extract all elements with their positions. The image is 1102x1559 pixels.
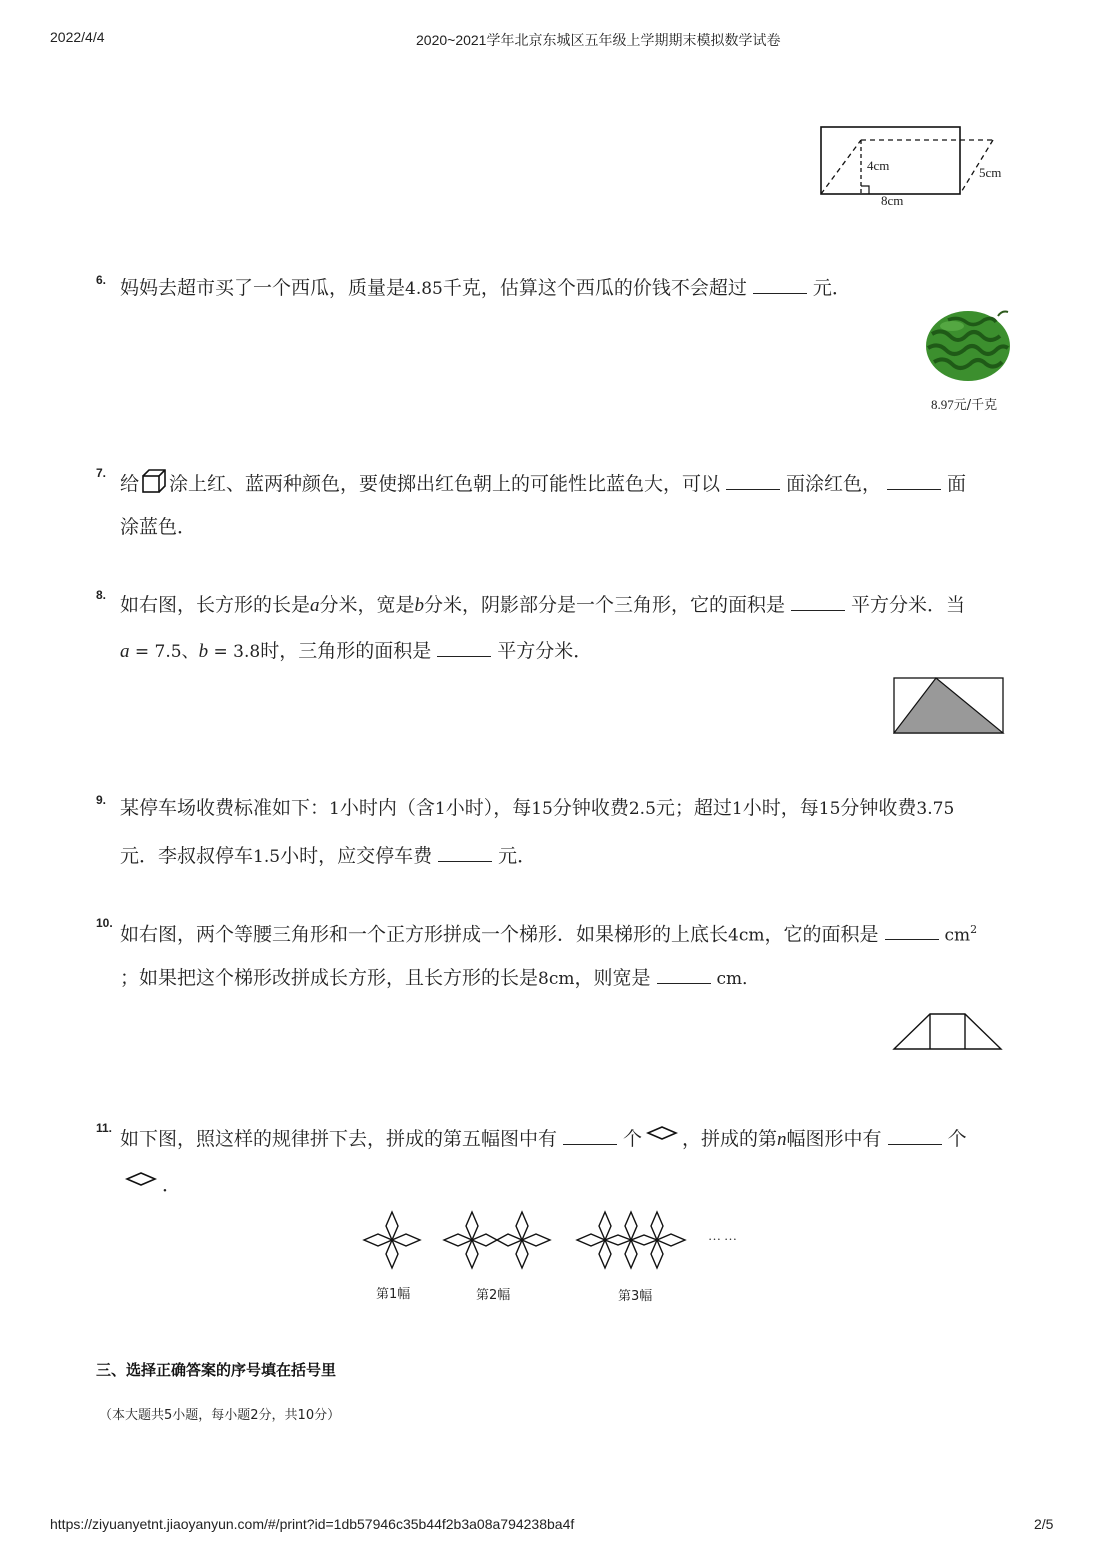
page-number: 2/5 bbox=[1034, 1516, 1054, 1532]
shaded-triangle-figure bbox=[893, 677, 1005, 739]
answer-blank[interactable] bbox=[887, 469, 941, 490]
answer-blank[interactable] bbox=[657, 963, 711, 984]
section-note: （本大题共5小题，每小题2分，共10分） bbox=[99, 1408, 341, 1423]
watermelon-price: 8.97元/千克 bbox=[931, 397, 998, 413]
answer-blank[interactable] bbox=[791, 590, 845, 611]
pattern-ellipsis: …… bbox=[708, 1228, 740, 1243]
rectangle-parallelogram-figure bbox=[815, 120, 1025, 215]
side-label: 5cm bbox=[979, 165, 1002, 180]
trapezoid-figure bbox=[892, 1012, 1004, 1056]
print-date: 2022/4/4 bbox=[50, 29, 105, 45]
question-7-text: 给 涂上红、蓝两种颜色，要使掷出红色朝上的可能性比蓝色大，可以 面涂红色， 面 bbox=[120, 468, 966, 497]
question-6-text: 妈妈去超市买了一个西瓜，质量是4.85千克，估算这个西瓜的价钱不会超过 元． bbox=[120, 273, 851, 302]
question-number: 6. bbox=[96, 273, 107, 287]
answer-blank[interactable] bbox=[888, 1124, 942, 1145]
pattern-caption-2: 第2幅 bbox=[476, 1288, 511, 1303]
question-11-text-cont: ． bbox=[124, 1168, 181, 1198]
answer-blank[interactable] bbox=[563, 1124, 617, 1145]
question-10-text-cont: ；如果把这个梯形改拼成长方形，且长方形的长是8cm，则宽是 cm． bbox=[120, 963, 759, 992]
pattern-figure-2 bbox=[440, 1208, 554, 1276]
question-11-text: 如下图，照这样的规律拼下去，拼成的第五幅图中有 个 ，拼成的第n幅图形中有 个 bbox=[120, 1122, 967, 1153]
question-8-text-cont: a = 7.5、b = 3.8时，三角形的面积是 平方分米． bbox=[120, 636, 592, 665]
document-title: 2020~2021学年北京东城区五年级上学期期末模拟数学试卷 bbox=[416, 32, 781, 48]
question-number: 7. bbox=[96, 466, 107, 480]
section-title: 三、选择正确答案的序号填在括号里 bbox=[96, 1361, 337, 1379]
pattern-figure-1 bbox=[360, 1208, 424, 1276]
watermelon-image bbox=[922, 306, 1014, 384]
answer-blank[interactable] bbox=[753, 273, 807, 294]
rhombus-icon bbox=[646, 1122, 678, 1138]
question-7-text-cont: 涂蓝色． bbox=[120, 516, 197, 538]
answer-blank[interactable] bbox=[438, 841, 492, 862]
question-8-text: 如右图，长方形的长是a分米，宽是b分米，阴影部分是一个三角形，它的面积是 平方分米．当 bbox=[120, 590, 965, 619]
question-number: 8. bbox=[96, 588, 107, 602]
cube-icon bbox=[141, 468, 167, 494]
question-number: 11. bbox=[96, 1121, 113, 1135]
question-9-text: 某停车场收费标准如下：1小时内（含1小时），每15分钟收费2.5元；超过1小时，每15分钟收费3.75 bbox=[120, 797, 955, 819]
pattern-caption-3: 第3幅 bbox=[618, 1289, 653, 1304]
height-label: 4cm bbox=[867, 158, 890, 173]
question-number: 10. bbox=[96, 916, 113, 930]
pattern-caption-1: 第1幅 bbox=[376, 1287, 411, 1302]
answer-blank[interactable] bbox=[726, 469, 780, 490]
question-number: 9. bbox=[96, 793, 107, 807]
answer-blank[interactable] bbox=[885, 919, 939, 940]
base-label: 8cm bbox=[881, 193, 904, 208]
answer-blank[interactable] bbox=[437, 636, 491, 657]
footer-url[interactable]: https://ziyuanyetnt.jiaoyanyun.com/#/print?id=1db57946c35b44f2b3a08a794238ba4f bbox=[50, 1516, 575, 1532]
rhombus-icon bbox=[124, 1168, 158, 1184]
question-9-text-cont: 元．李叔叔停车1.5小时，应交停车费 元． bbox=[120, 841, 536, 870]
question-10-text: 如右图，两个等腰三角形和一个正方形拼成一个梯形．如果梯形的上底长4cm，它的面积是 $cm^2$ bbox=[120, 917, 977, 948]
pattern-figure-3 bbox=[573, 1208, 689, 1276]
